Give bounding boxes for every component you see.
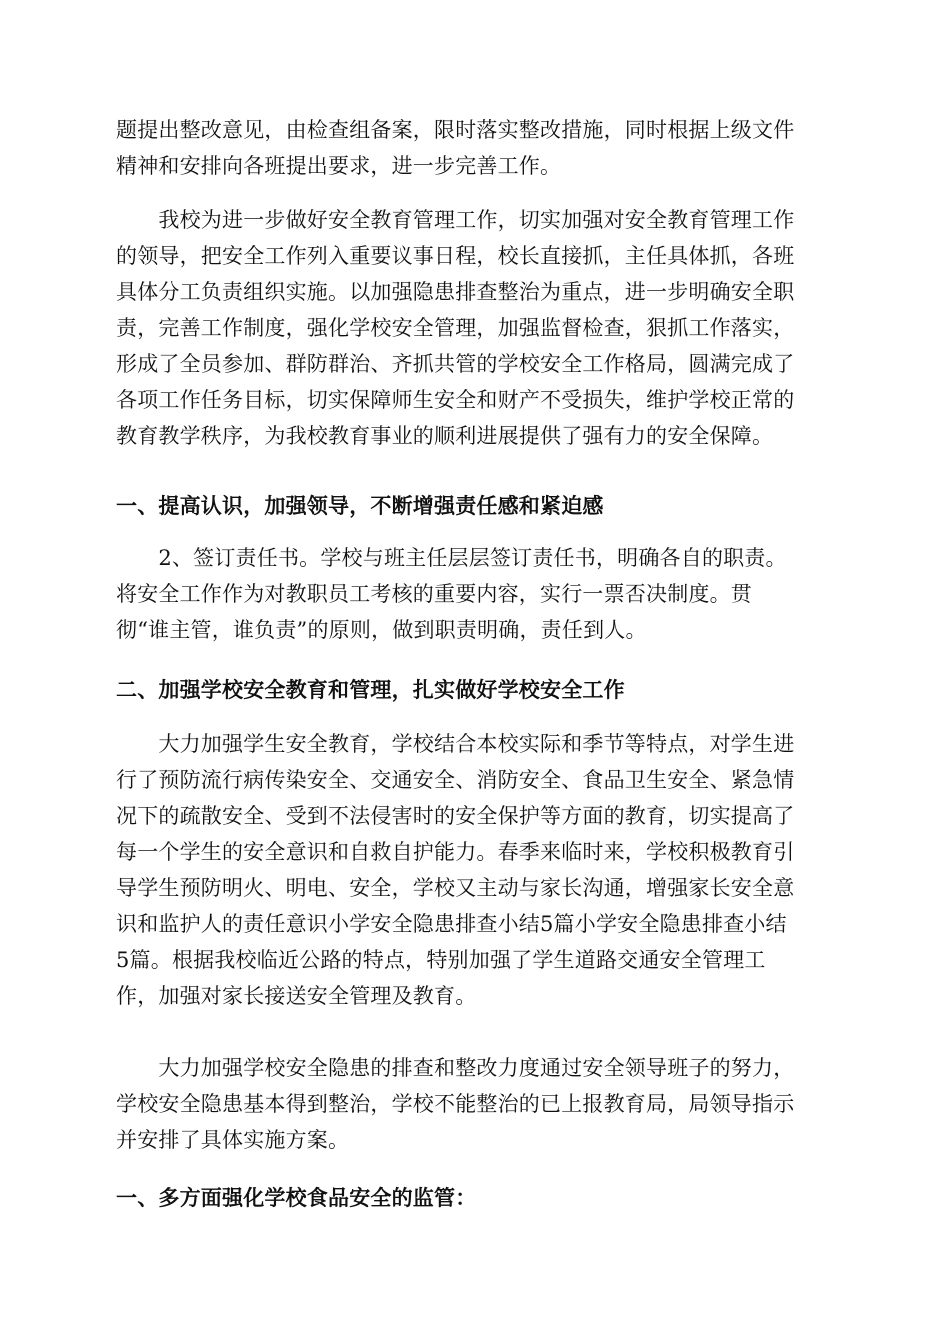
- section-heading-1: [116, 488, 836, 524]
- text-line: 将安全工作作为对教职员工考核的重要内容，实行一票否决制度。贯: [116, 582, 752, 606]
- paragraph-safety-management: [116, 202, 836, 454]
- text-line: 并安排了具体实施方案。: [116, 1128, 350, 1152]
- heading-text: 一、多方面强化学校食品安全的监管：: [116, 1186, 477, 1210]
- text-line: 教育教学秩序，为我校教育事业的顺利进展提供了强有力的安全保障。: [116, 424, 774, 448]
- text-line: 大力加强学校安全隐患的排查和整改力度通过安全领导班子的努力，: [116, 1056, 795, 1080]
- section-heading-2: [116, 672, 836, 708]
- paragraph-intro-continuation: [116, 112, 836, 184]
- text-line: 2、签订责任书。学校与班主任层层签订责任书，明确各自的职责。: [116, 546, 787, 570]
- text-line: 作，加强对家长接送安全管理及教育。: [116, 984, 477, 1008]
- text-line: 学校安全隐患基本得到整治，学校不能整治的已上报教育局，局领导指示: [116, 1092, 795, 1116]
- section-heading-3: [116, 1180, 836, 1216]
- text-line: 导学生预防明火、明电、安全，学校又主动与家长沟通，增强家长安全意: [116, 876, 795, 900]
- text-line: 每一个学生的安全意识和自救自护能力。春季来临时来，学校积极教育引: [116, 840, 795, 864]
- text-line: 识和监护人的责任意识小学安全隐患排查小结5篇小学安全隐患排查小结: [116, 912, 787, 936]
- paragraph-hazard-rectification: [116, 1050, 836, 1158]
- heading-text: 一、提高认识，加强领导，不断增强责任感和紧迫感: [116, 494, 604, 518]
- paragraph-responsibility: [116, 540, 836, 648]
- text-line: 题提出整改意见，由检查组备案，限时落实整改措施，同时根据上级文件: [116, 118, 795, 142]
- text-line: 各项工作任务目标，切实保障师生安全和财产不受损失，维护学校正常的: [116, 388, 795, 412]
- text-line: 责，完善工作制度，强化学校安全管理，加强监督检查，狠抓工作落实，: [116, 316, 795, 340]
- text-line: 精神和安排向各班提出要求，进一步完善工作。: [116, 154, 562, 178]
- text-line: 况下的疏散安全、受到不法侵害时的安全保护等方面的教育，切实提高了: [116, 804, 795, 828]
- text-line: 大力加强学生安全教育，学校结合本校实际和季节等特点，对学生进: [116, 732, 795, 756]
- text-line: 具体分工负责组织实施。以加强隐患排查整治为重点，进一步明确安全职: [116, 280, 795, 304]
- text-line: 形成了全员参加、群防群治、齐抓共管的学校安全工作格局，圆满完成了: [116, 352, 795, 376]
- text-line: 行了预防流行病传染安全、交通安全、消防安全、食品卫生安全、紧急情: [116, 768, 795, 792]
- text-line: 彻“谁主管，谁负责”的原则，做到职责明确，责任到人。: [116, 618, 647, 642]
- paragraph-student-education: [116, 726, 836, 1014]
- text-line: 5篇。根据我校临近公路的特点，特别加强了学生道路交通安全管理工: [116, 948, 766, 972]
- text-line: 的领导，把安全工作列入重要议事日程，校长直接抓，主任具体抓，各班: [116, 244, 795, 268]
- heading-text: 二、加强学校安全教育和管理，扎实做好学校安全工作: [116, 678, 625, 702]
- text-line: 我校为进一步做好安全教育管理工作，切实加强对安全教育管理工作: [116, 208, 795, 232]
